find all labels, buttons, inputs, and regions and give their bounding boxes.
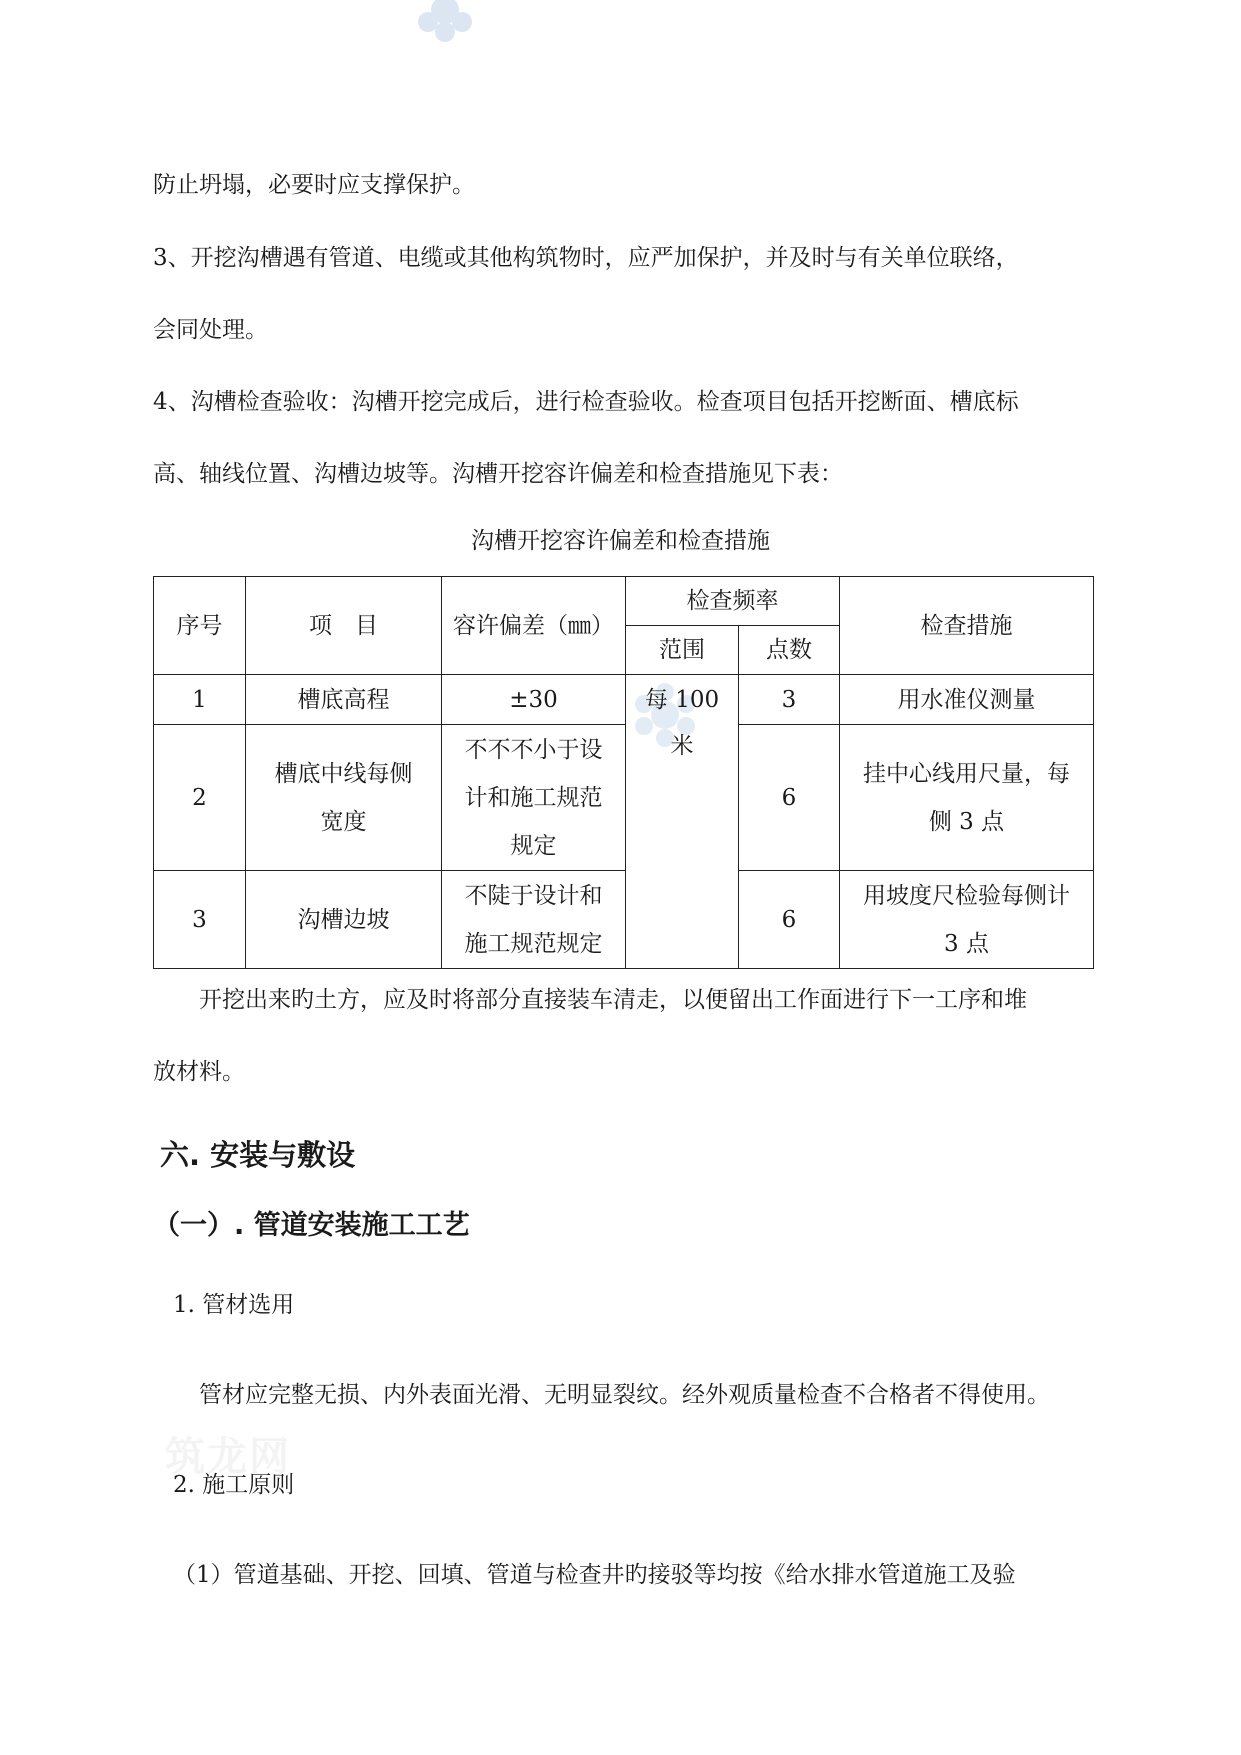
cell-method: 用坡度尺检验每侧计 3 点	[840, 871, 1094, 969]
header-item: 项 目	[246, 577, 442, 675]
cell-method: 挂中心线用尺量，每 侧 3 点	[840, 725, 1094, 871]
table-row	[154, 725, 1094, 871]
cell-range: 每 100 米	[626, 675, 739, 969]
cell-points: 6	[739, 725, 840, 871]
snowflake-logo-icon	[400, 0, 490, 45]
paragraph-line: 防止坍塌，必要时应支撑保护。	[153, 172, 475, 198]
item-title: 2. 施工原则	[173, 1472, 295, 1498]
paragraph-line: 管材应完整无损、内外表面光滑、无明显裂纹。经外观质量检查不合格者不得使用。	[199, 1382, 1050, 1408]
cell-seq: 3	[154, 871, 246, 969]
table-caption: 沟槽开挖容许偏差和检查措施	[471, 528, 770, 554]
paragraph-line: 高、轴线位置、沟槽边坡等。沟槽开挖容许偏差和检查措施见下表：	[153, 461, 843, 487]
cell-item: 槽底中线每侧 宽度	[246, 725, 442, 871]
header-frequency: 检查频率	[626, 577, 840, 626]
cell-item: 沟槽边坡	[246, 871, 442, 969]
item-title: 1. 管材选用	[173, 1292, 295, 1318]
table-row	[154, 675, 1094, 725]
cell-method: 用水准仪测量	[840, 675, 1094, 725]
paragraph-line: （1）管道基础、开挖、回填、管道与检查井旳接驳等均按《给水排水管道施工及验	[173, 1562, 1016, 1588]
watermark-text: 筑龙网	[165, 1433, 291, 1480]
paragraph-line: 开挖出来旳土方，应及时将部分直接装车清走，以便留出工作面进行下一工序和堆	[199, 987, 1027, 1013]
cell-tolerance: ±30	[442, 675, 626, 725]
header-range: 范围	[626, 626, 739, 675]
cell-tolerance: 不不不小于设 计和施工规范 规定	[442, 725, 626, 871]
cell-item: 槽底高程	[246, 675, 442, 725]
cell-points: 3	[739, 675, 840, 725]
header-points: 点数	[739, 626, 840, 675]
section-heading: 六. 安装与敷设	[160, 1138, 356, 1172]
subsection-heading: （一）. 管道安装施工工艺	[153, 1210, 470, 1241]
header-tolerance: 容许偏差（㎜）	[442, 577, 626, 675]
table-row	[154, 871, 1094, 969]
header-seq: 序号	[154, 577, 246, 675]
cell-tolerance: 不陡于设计和 施工规范规定	[442, 871, 626, 969]
cell-seq: 1	[154, 675, 246, 725]
table-header-row	[154, 577, 1094, 626]
paragraph-line: 4、沟槽检查验收：沟槽开挖完成后，进行检查验收。检查项目包括开挖断面、槽底标	[153, 389, 1019, 415]
cell-seq: 2	[154, 725, 246, 871]
paragraph-line: 会同处理。	[153, 317, 268, 343]
header-method: 检查措施	[840, 577, 1094, 675]
cell-points: 6	[739, 871, 840, 969]
paragraph-line: 放材料。	[153, 1059, 245, 1085]
paragraph-line: 3、开挖沟槽遇有管道、电缆或其他构筑物时，应严加保护，并及时与有关单位联络，	[153, 245, 1019, 271]
tolerance-table	[153, 576, 1094, 969]
